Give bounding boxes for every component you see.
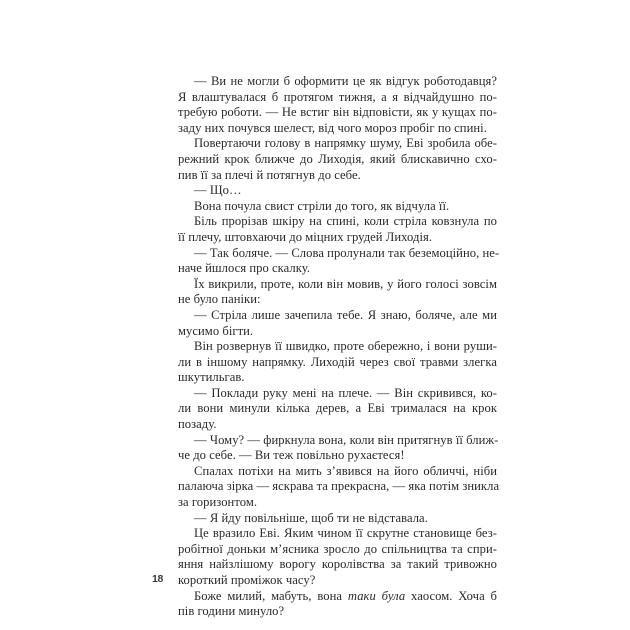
paragraph-line: не було паніки:	[178, 292, 261, 307]
paragraph-line: позаду.	[178, 417, 217, 432]
paragraph-line: требую роботи. — Не встиг він відповісти, як у кущах по-	[178, 105, 497, 120]
paragraph-line: Повертаючи голову в напрямку шуму, Еві зробила обе-	[194, 136, 497, 151]
paragraph-line: Він розвернув її швидко, проте обережно, і вони руши-	[194, 339, 497, 354]
paragraph-line: — Я йду повільніше, щоб ти не відставала.	[194, 510, 428, 525]
paragraph-line-closing: пів години минуло?	[178, 604, 285, 619]
paragraph-line: пив її за плечі й потягнув до себе.	[178, 167, 361, 182]
paragraph-line: за горизонтом.	[178, 495, 258, 510]
paragraph-line: короткий проміжок часу?	[178, 573, 316, 587]
paragraph-line: ли в іншому напрямку. Лиходій через свої травми злегка	[178, 354, 497, 369]
paragraph-line: Вона почула свист стріли до того, як відчула її.	[194, 198, 450, 213]
paragraph-line: — Стріла лише зачепила тебе. Я знаю, боляче, але ми	[194, 307, 497, 322]
paragraph-line: яння найзлішому ворогу королівства за такий тривожно	[178, 557, 497, 572]
paragraph-line: мусимо бігти.	[178, 323, 254, 338]
text-after-italic: хаосом. Хоча б	[405, 588, 497, 603]
page-number: 18	[152, 573, 164, 585]
paragraph-line: — Чому? — фиркнула вона, коли він притягнув її ближ-	[194, 432, 499, 447]
italic-emphasis: таки була	[347, 588, 406, 603]
paragraph-line: Їх викрили, проте, коли він мовив, у його голосі зовсім	[194, 276, 497, 291]
paragraph-line: Біль прорізав шкіру на спині, коли стріла ковзнула по	[194, 214, 497, 229]
paragraph-line: — Що…	[194, 183, 242, 198]
paragraph-line: робітної доньки м’ясника зросло до спільництва та спри-	[178, 541, 497, 556]
paragraph-line: її плечу, штовхаючи до міцних грудей Лиходія.	[178, 229, 433, 244]
paragraph-line: — Так боляче. — Слова пролунали так беземоційно, не-	[194, 245, 500, 260]
paragraph-line: — Поклади руку мені на плече. — Він скривився, ко-	[194, 385, 497, 400]
paragraph-line: Спалах потіхи на мить з’явився на його обличчі, ніби	[194, 463, 497, 478]
paragraph-line: — Ви не могли б оформити це як відгук роботодавця?	[194, 74, 497, 88]
text-before-italic: Боже милий, мабуть, вона	[194, 588, 348, 603]
paragraph-line-italic	[178, 589, 497, 605]
paragraph-line: Я влаштувалася б протягом тижня, а я відчайдушно по-	[178, 89, 497, 104]
paragraph-line: че до себе. — Ви теж повільно рухаєтеся!	[178, 448, 405, 463]
paragraph-line: наче йшлося про скалку.	[178, 261, 311, 276]
paragraph-line: ли вони минули кілька дерев, а Еві трималася на крок	[178, 401, 497, 416]
book-page-text	[178, 74, 500, 620]
paragraph-line: заду них почувся шелест, від чого мороз пробіг по спині.	[178, 120, 487, 135]
paragraph-line: режний крок ближче до Лиходія, який блискавично схо-	[178, 151, 497, 166]
paragraph-line: Це вразило Еві. Яким чином її скрутне становище без-	[194, 526, 497, 541]
paragraph-line: палаюча зірка — яскрава та прекрасна, — яка потім зникла	[178, 479, 500, 494]
paragraph-line: шкутильгав.	[178, 370, 245, 385]
